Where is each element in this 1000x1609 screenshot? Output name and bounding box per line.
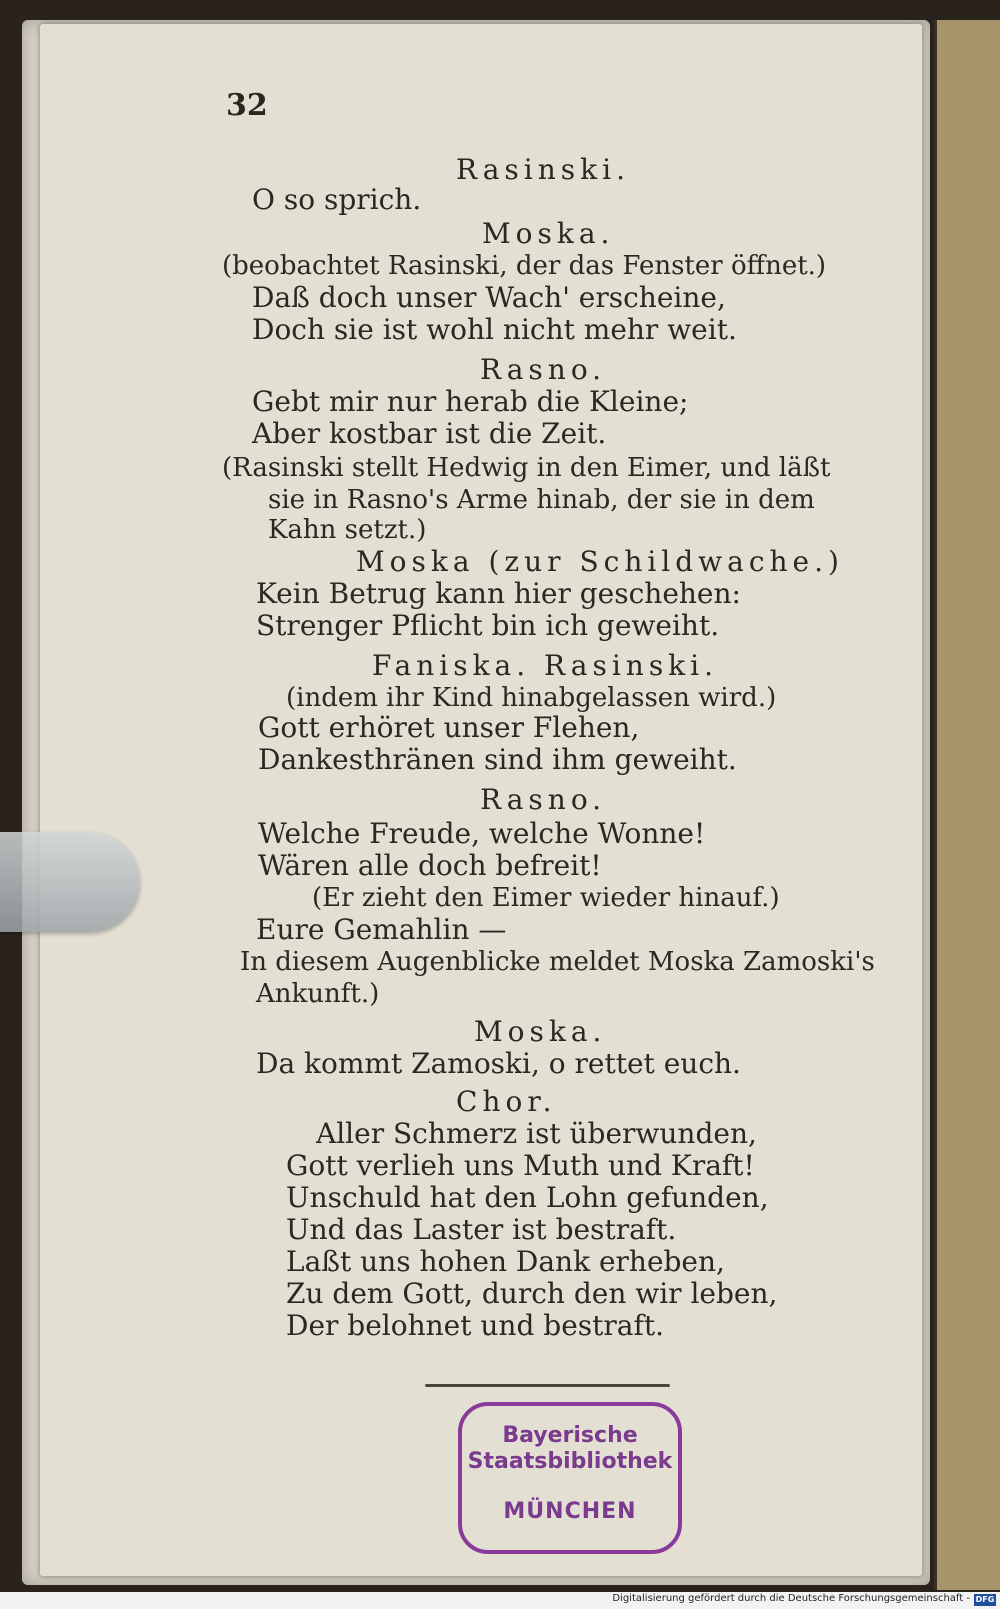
- stage-direction: (Er zieht den Eimer wieder hinauf.): [312, 883, 780, 913]
- page-number: 32: [226, 88, 268, 123]
- verse-line: Gott verlieh uns Muth und Kraft!: [286, 1149, 755, 1182]
- book-cover-edge: [934, 20, 1000, 1590]
- stage-direction: Ankunft.): [256, 979, 380, 1009]
- speaker-moska: Moska.: [482, 217, 615, 250]
- verse-line: Laßt uns hohen Dank erheben,: [286, 1245, 725, 1278]
- verse-line: Da kommt Zamoski, o rettet euch.: [256, 1047, 741, 1080]
- speaker-rasno: Rasno.: [480, 783, 607, 816]
- verse-line: Doch sie ist wohl nicht mehr weit.: [252, 313, 737, 346]
- stage-direction: (indem ihr Kind hinabgelassen wird.): [286, 683, 777, 713]
- verse-line: Gott erhöret unser Flehen,: [258, 711, 640, 744]
- verse-line: Aller Schmerz ist überwunden,: [316, 1117, 757, 1150]
- verse-line: Dankesthränen sind ihm geweiht.: [258, 743, 737, 776]
- stage-direction: Kahn setzt.): [268, 515, 427, 545]
- verse-line: Daß doch unser Wach' erscheine,: [252, 281, 726, 314]
- verse-line: Kein Betrug kann hier geschehen:: [256, 577, 741, 610]
- verse-line: Unschuld hat den Lohn gefunden,: [286, 1181, 769, 1214]
- stage-direction: In diesem Augenblicke meldet Moska Zamoski's: [240, 947, 875, 977]
- verse-line: Aber kostbar ist die Zeit.: [252, 417, 607, 450]
- stamp-line: Staatsbibliothek: [467, 1449, 673, 1474]
- verse-line: Welche Freude, welche Wonne!: [258, 817, 706, 850]
- dfg-logo-icon: DFG: [975, 1595, 995, 1604]
- speaker-chor: Chor.: [456, 1085, 557, 1118]
- speaker-faniska-rasinski: Faniska. Rasinski.: [372, 649, 719, 682]
- verse-line: Gebt mir nur herab die Kleine;: [252, 385, 689, 418]
- speaker-rasinski: Rasinski.: [456, 153, 630, 186]
- speaker-moska: Moska (zur Schildwache.): [356, 545, 844, 578]
- verse-line: Strenger Pflicht bin ich geweiht.: [256, 609, 720, 642]
- footer-credit: Digitalisierung gefördert durch die Deutsche Forschungsgemeinschaft -: [612, 1593, 970, 1604]
- verse-line: Und das Laster ist bestraft.: [286, 1213, 677, 1246]
- end-rule: [425, 1384, 670, 1387]
- verse-line: Zu dem Gott, durch den wir leben,: [286, 1277, 778, 1310]
- verse-line: Wären alle doch befreit!: [258, 849, 602, 882]
- stamp-line: MÜNCHEN: [503, 1499, 637, 1524]
- speaker-rasno: Rasno.: [480, 353, 607, 386]
- stamp-line: Bayerische: [502, 1423, 638, 1448]
- page-clip: [0, 832, 140, 932]
- stage-direction: (beobachtet Rasinski, der das Fenster öffnet.): [222, 251, 827, 281]
- verse-line: Eure Gemahlin —: [256, 913, 507, 946]
- verse-line: O so sprich.: [252, 183, 422, 216]
- verse-line: Der belohnet und bestraft.: [286, 1309, 664, 1342]
- library-stamp: [458, 1402, 682, 1554]
- stage-direction: sie in Rasno's Arme hinab, der sie in dem: [268, 485, 815, 515]
- speaker-moska: Moska.: [474, 1015, 607, 1048]
- stage-direction: (Rasinski stellt Hedwig in den Eimer, und läßt: [222, 453, 831, 483]
